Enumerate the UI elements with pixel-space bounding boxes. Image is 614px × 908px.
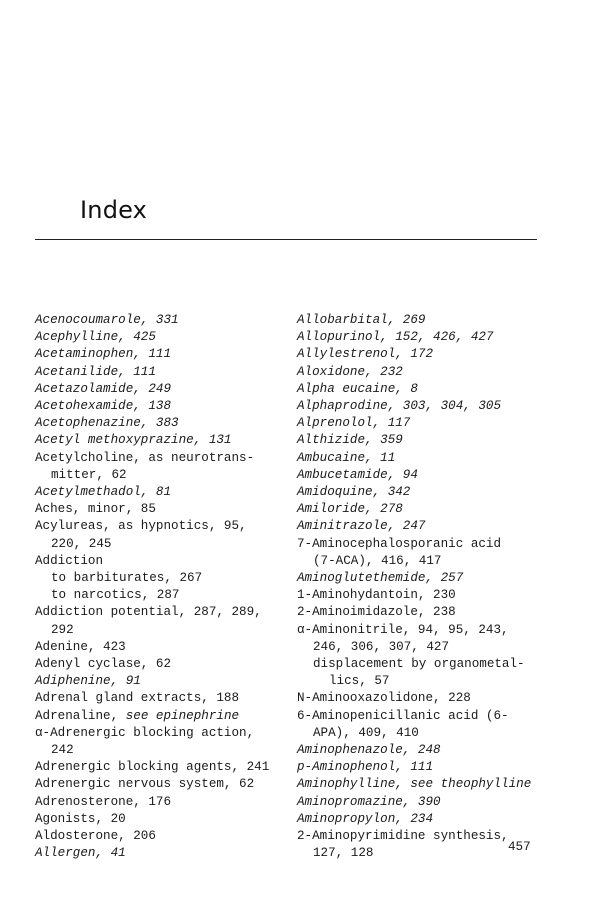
- index-entry: [35, 484, 285, 501]
- index-entry: [297, 364, 547, 381]
- index-entry: [297, 708, 547, 742]
- index-entry: [35, 398, 285, 415]
- index-entry: [35, 708, 285, 725]
- index-entry-continuation: 242: [51, 743, 74, 758]
- index-entry-text: N-Aminooxazolidone, 228: [297, 691, 471, 706]
- index-entry-text: Aldosterone, 206: [35, 829, 156, 844]
- index-entry: [297, 570, 547, 587]
- index-entry-continuation: 292: [51, 622, 74, 637]
- index-entry-text: Agonists, 20: [35, 811, 126, 826]
- index-entry-text: Adrenosterone, 176: [35, 794, 172, 809]
- index-entry-text: Adiphenine, 91: [35, 674, 141, 689]
- index-entry: [297, 742, 547, 759]
- index-entry-text: Allylestrenol, 172: [297, 347, 434, 362]
- index-entry-text: Amidoquine, 342: [297, 485, 411, 500]
- index-entry: [297, 329, 547, 346]
- index-entry-text: α-Aminonitrile, 94, 95, 243,: [297, 622, 509, 637]
- index-entry: [297, 450, 547, 467]
- index-entry: [35, 570, 285, 587]
- index-entry-text: Alprenolol, 117: [297, 416, 411, 431]
- index-entry-text: Aminopropylon, 234: [297, 811, 434, 826]
- index-entry: [297, 346, 547, 363]
- index-entry: [297, 432, 547, 449]
- index-entry: [35, 639, 285, 656]
- index-entry-text: Acetohexamide, 138: [35, 399, 172, 414]
- index-entry: [35, 415, 285, 432]
- index-entry-text: Allopurinol, 152, 426, 427: [297, 330, 494, 345]
- index-entry-text: 2-Aminopyrimidine synthesis,: [297, 829, 509, 844]
- index-entry-text: Acephylline, 425: [35, 330, 156, 345]
- index-entry-continuation: 246, 306, 307, 427: [313, 639, 450, 654]
- index-entry: [297, 690, 547, 707]
- index-entry-text: 2-Aminoimidazole, 238: [297, 605, 456, 620]
- page-title: Index: [80, 196, 148, 224]
- index-entry-text: Acylureas, as hypnotics, 95,: [35, 519, 247, 534]
- index-entry: [35, 845, 285, 862]
- index-entry-text: Aloxidone, 232: [297, 364, 403, 379]
- index-entry: [297, 501, 547, 518]
- index-entry-text: 6-Aminopenicillanic acid (6-: [297, 708, 509, 723]
- index-entry-text: Acetyl methoxyprazine, 131: [35, 433, 232, 448]
- index-entry-text: to narcotics, 287: [51, 588, 180, 603]
- index-entry-text: 7-Aminocephalosporanic acid: [297, 536, 502, 551]
- index-entry-text: Ambucaine, 11: [297, 450, 396, 465]
- index-entry-text: to barbiturates, 267: [51, 571, 203, 586]
- index-entry-text: Acetylcholine, as neurotrans-: [35, 450, 255, 465]
- index-entry-text: Adenine, 423: [35, 639, 126, 654]
- index-entry: [35, 432, 285, 449]
- index-entry-text: Althizide, 359: [297, 433, 403, 448]
- index-entry: [35, 794, 285, 811]
- index-entry: [35, 587, 285, 604]
- index-entry: [297, 656, 547, 690]
- index-entry-text: Allobarbital, 269: [297, 313, 426, 327]
- index-entry-text: Adrenal gland extracts, 188: [35, 691, 240, 706]
- index-entry: [297, 398, 547, 415]
- index-entry: [297, 622, 547, 656]
- index-entry-text: p-Aminophenol, 111: [297, 760, 434, 775]
- index-entry: [35, 673, 285, 690]
- index-entry-text: Acetazolamide, 249: [35, 381, 172, 396]
- index-entry-continuation: APA), 409, 410: [313, 725, 419, 740]
- index-entry: [297, 484, 547, 501]
- index-entry: [35, 656, 285, 673]
- index-entry: [35, 381, 285, 398]
- index-entry-text: Alphaprodine, 303, 304, 305: [297, 399, 502, 414]
- index-entry: [35, 329, 285, 346]
- index-entry-text: Addiction potential, 287, 289,: [35, 605, 262, 620]
- index-entry-continuation: mitter, 62: [51, 467, 127, 482]
- index-entry-text: Amiloride, 278: [297, 502, 403, 517]
- index-entry-text: Allergen, 41: [35, 846, 126, 861]
- index-entry: [35, 364, 285, 381]
- index-entry: [297, 518, 547, 535]
- index-entry: [297, 415, 547, 432]
- index-entry: [297, 536, 547, 570]
- index-entry: [35, 759, 285, 776]
- index-entry: [35, 501, 285, 518]
- index-entry-text: Acetaminophen, 111: [35, 347, 172, 362]
- index-entry-text: Acenocoumarole, 331: [35, 313, 179, 327]
- index-entry-continuation: lics, 57: [329, 674, 390, 689]
- index-entry: [297, 794, 547, 811]
- index-entry-text: Addiction: [35, 553, 104, 568]
- index-entry: [35, 518, 285, 552]
- index-entry: [297, 312, 547, 329]
- index-entry-text: Acetylmethadol, 81: [35, 485, 172, 500]
- index-entry: [35, 604, 285, 638]
- index-entry: [35, 690, 285, 707]
- index-entry: [35, 312, 285, 329]
- index-entry: [35, 828, 285, 845]
- index-entry-text: Aminopromazine, 390: [297, 794, 441, 809]
- index-entry: [297, 381, 547, 398]
- index-entry: [297, 587, 547, 604]
- index-entry: [35, 776, 285, 793]
- index-entry-text: Aminoglutethemide, 257: [297, 571, 464, 586]
- index-entry: [35, 346, 285, 363]
- index-entry-text: Aches, minor, 85: [35, 502, 156, 517]
- page-number: 457: [508, 840, 531, 854]
- index-entry-continuation: 220, 245: [51, 536, 112, 551]
- index-entry-text: Ambucetamide, 94: [297, 467, 418, 482]
- index-entry-text: Aminophylline, see theophylline: [297, 777, 532, 792]
- index-entry: [297, 604, 547, 621]
- index-entry: [297, 776, 547, 793]
- index-column-left: [35, 312, 285, 863]
- index-entry-text: Adrenergic nervous system, 62: [35, 777, 255, 792]
- index-entry: [297, 811, 547, 828]
- title-rule: [35, 239, 537, 240]
- index-entry-continuation: (7-ACA), 416, 417: [313, 553, 442, 568]
- index-entry: [35, 811, 285, 828]
- index-entry-text: Adrenergic blocking agents, 241: [35, 760, 270, 775]
- index-entry: [35, 450, 285, 484]
- index-entry: [35, 725, 285, 759]
- index-entry-text: Alpha eucaine, 8: [297, 381, 418, 396]
- index-entry-text: Adrenaline, see epinephrine: [35, 708, 240, 723]
- index-entry-text: Acetophenazine, 383: [35, 416, 179, 431]
- index-entry-text: Acetanilide, 111: [35, 364, 156, 379]
- index-entry-text: 1-Aminohydantoin, 230: [297, 588, 456, 603]
- index-column-right: [297, 312, 547, 863]
- index-entry-text: α-Adrenergic blocking action,: [35, 725, 255, 740]
- index-entry: [35, 553, 285, 570]
- index-entry: [297, 759, 547, 776]
- index-entry-text: displacement by organometal-: [313, 657, 525, 672]
- index-entry-continuation: 127, 128: [313, 846, 374, 861]
- index-entry-text: Aminophenazole, 248: [297, 743, 441, 758]
- index-entry-text: Aminitrazole, 247: [297, 519, 426, 534]
- index-entry: [297, 467, 547, 484]
- index-entry-text: Adenyl cyclase, 62: [35, 657, 172, 672]
